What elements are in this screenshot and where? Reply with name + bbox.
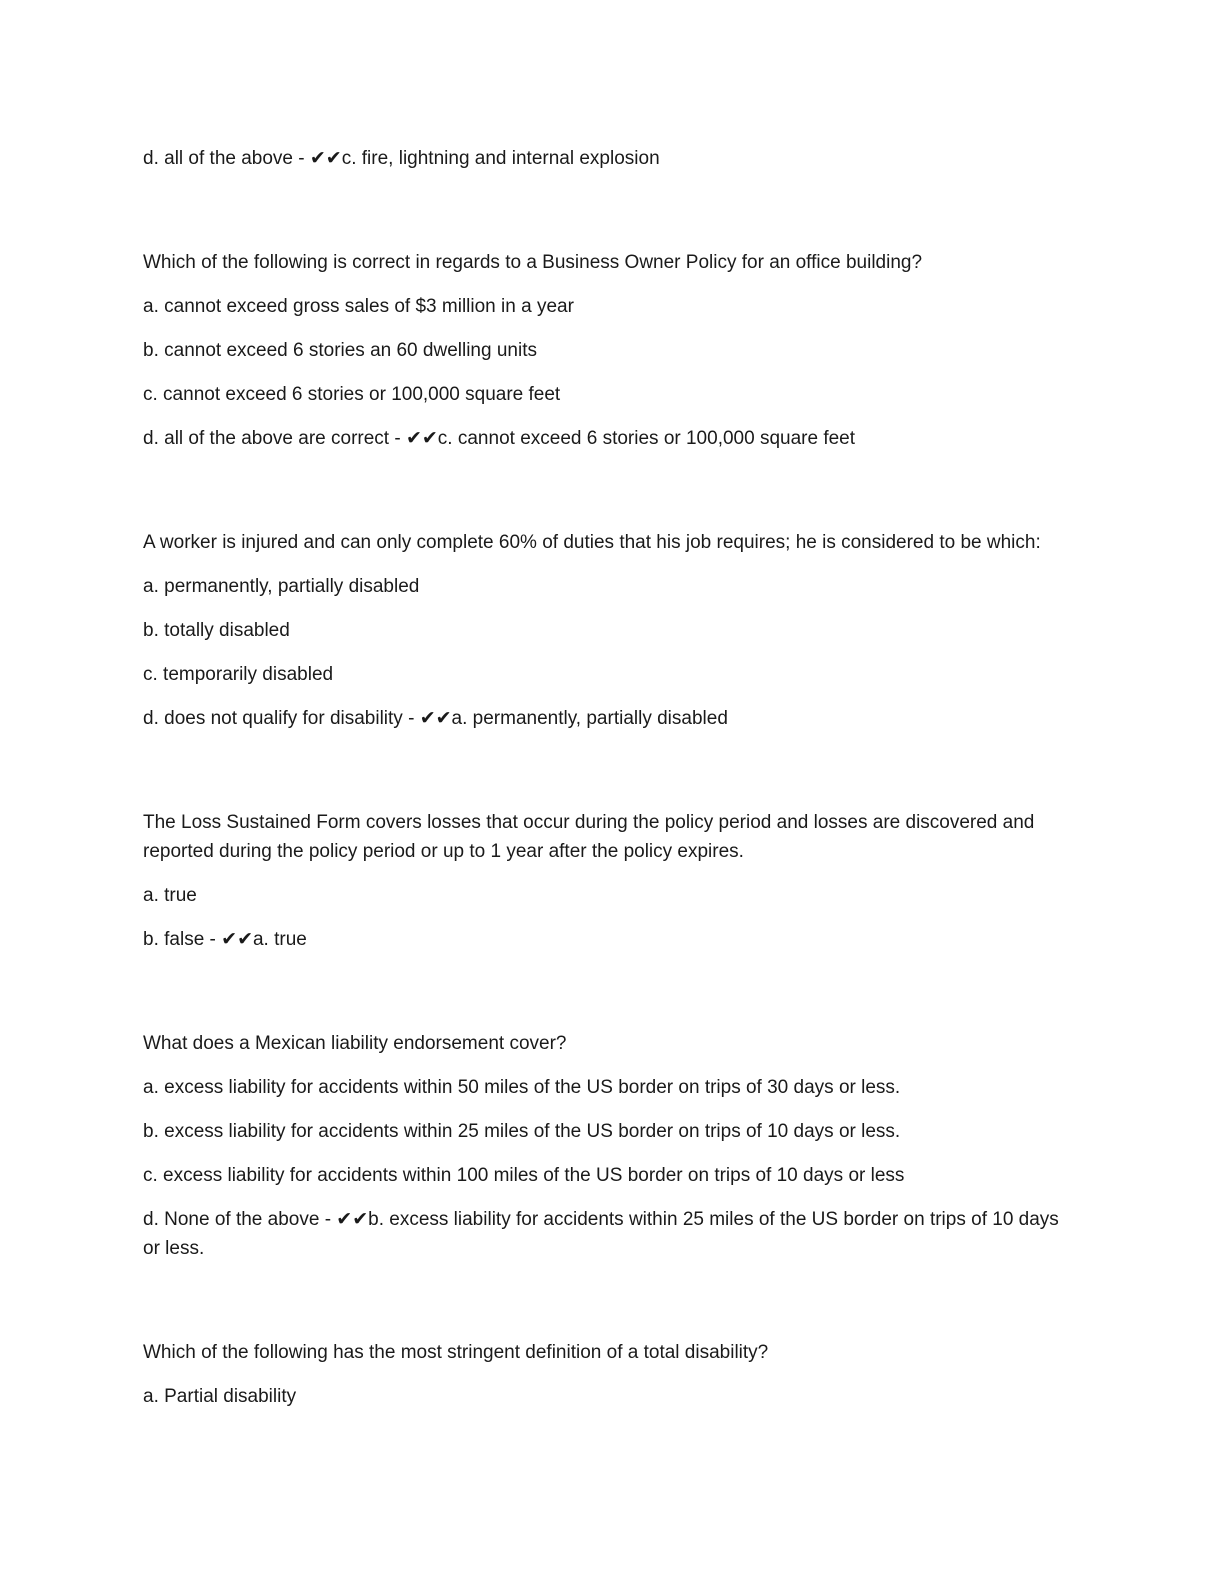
question-text: Which of the following has the most stringent definition of a total disability? [143, 1342, 769, 1363]
question-block-3 [143, 528, 1073, 733]
question-text: Which of the following is correct in regards to a Business Owner Policy for an office building? [143, 252, 923, 273]
option-a: a. cannot exceed gross sales of $3 million in a year [143, 296, 574, 317]
option-d-with-answer: d. does not qualify for disability - ✔✔a. permanently, partially disabled [143, 708, 728, 729]
option-a: a. permanently, partially disabled [143, 576, 420, 597]
document-content [143, 144, 1073, 1426]
question-block-6 [143, 1338, 1073, 1411]
question-block-2 [143, 248, 1073, 453]
option-d-with-answer: d. None of the above - ✔✔b. excess liability for accidents within 25 miles of the US border on trips of 10 days or less. [143, 1209, 1059, 1259]
question-block-1 [143, 144, 1073, 173]
option-c: c. temporarily disabled [143, 664, 334, 685]
option-a: a. true [143, 885, 197, 906]
question-block-5 [143, 1029, 1073, 1263]
option-c: c. excess liability for accidents within 100 miles of the US border on trips of 10 days or less [143, 1165, 905, 1186]
option-b-with-answer: b. false - ✔✔a. true [143, 929, 307, 950]
option-b: b. excess liability for accidents within 25 miles of the US border on trips of 10 days or less. [143, 1121, 901, 1142]
option-b: b. totally disabled [143, 620, 290, 641]
option-a: a. Partial disability [143, 1386, 297, 1407]
question-block-4 [143, 808, 1073, 954]
question-text: A worker is injured and can only complete 60% of duties that his job requires; he is considered to be which: [143, 532, 1041, 553]
option-d-with-answer: d. all of the above are correct - ✔✔c. cannot exceed 6 stories or 100,000 square feet [143, 428, 856, 449]
question-text: What does a Mexican liability endorsement cover? [143, 1033, 567, 1054]
answer-line: d. all of the above - ✔✔c. fire, lightning and internal explosion [143, 148, 660, 169]
question-text: The Loss Sustained Form covers losses that occur during the policy period and losses are discovered and reported during the policy period or up to 1 year after the policy expires. [143, 812, 1035, 862]
option-a: a. excess liability for accidents within 50 miles of the US border on trips of 30 days or less. [143, 1077, 901, 1098]
option-b: b. cannot exceed 6 stories an 60 dwelling units [143, 340, 537, 361]
option-c: c. cannot exceed 6 stories or 100,000 square feet [143, 384, 561, 405]
